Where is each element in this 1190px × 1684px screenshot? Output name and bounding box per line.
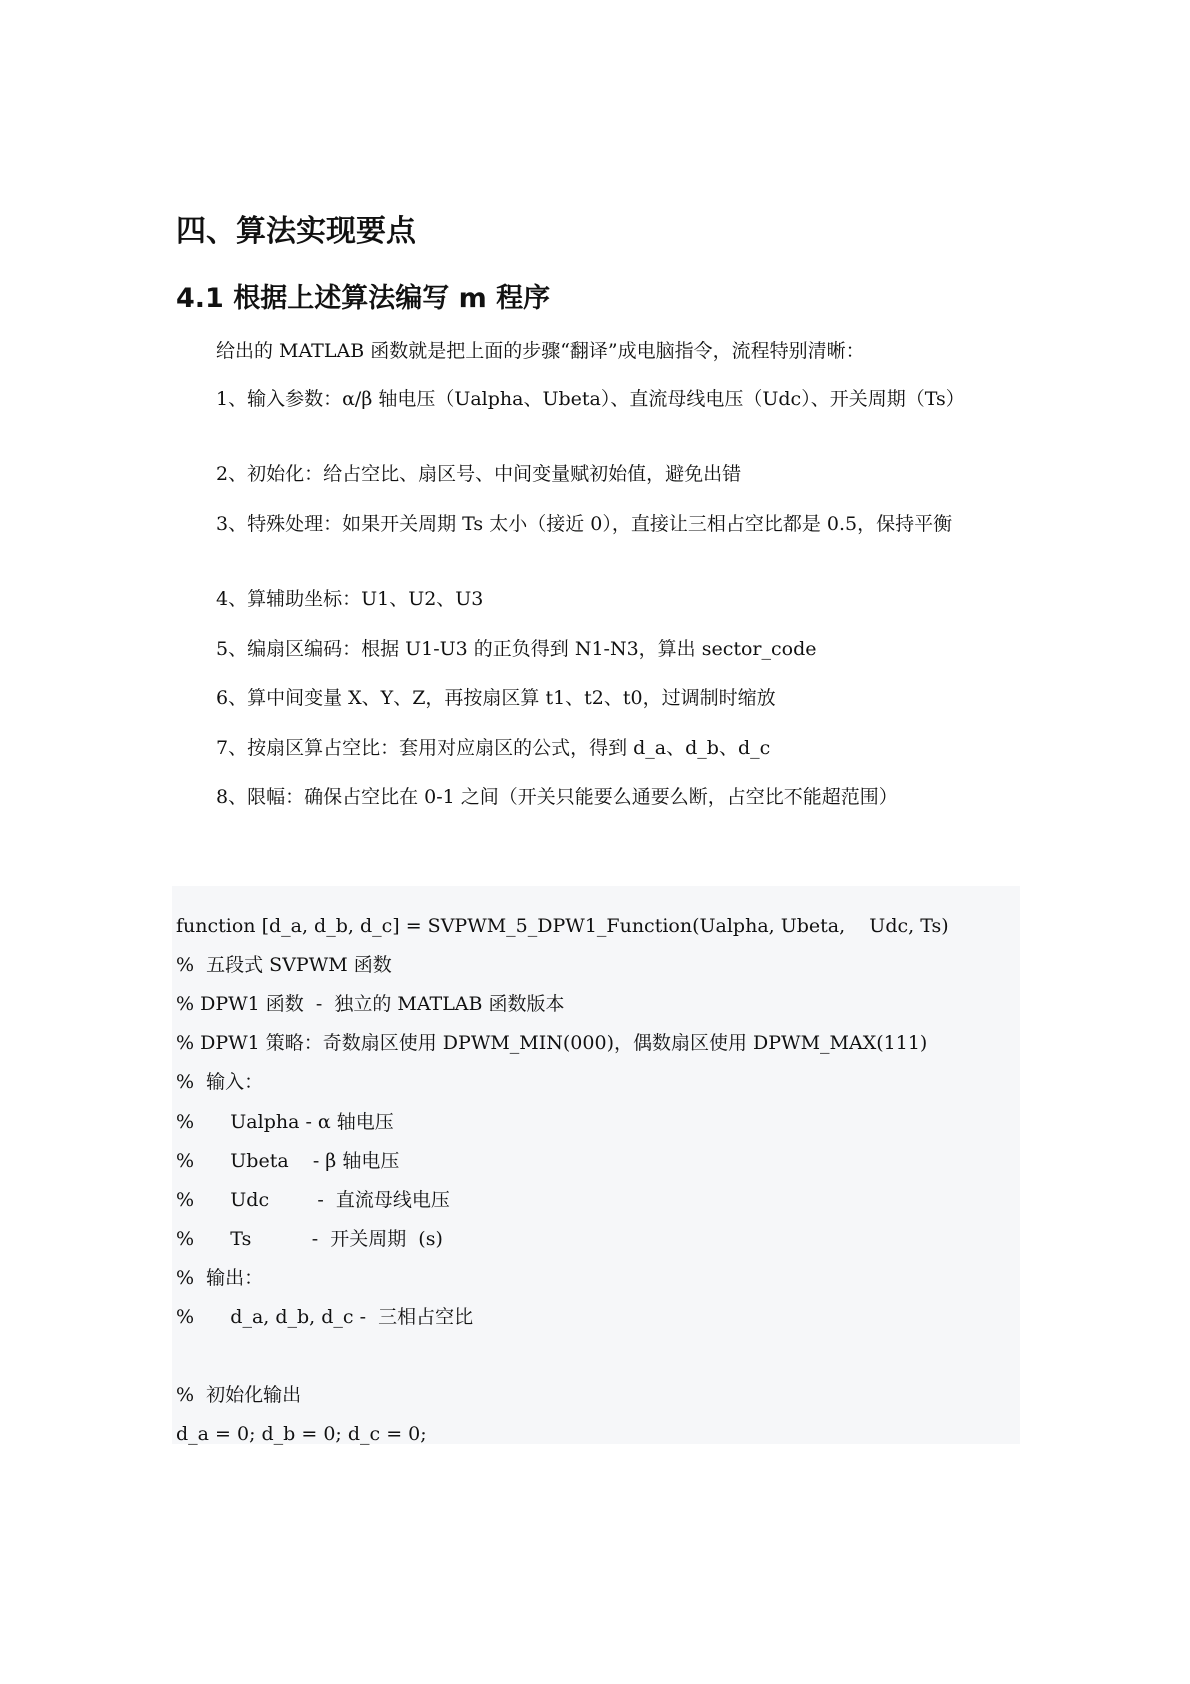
section-title: 四、算法实现要点 (176, 214, 416, 249)
code-line-7: % Ubeta - β 轴电压 (176, 1150, 400, 1172)
step-text: 8、限幅：确保占空比在 0-1 之间（开关只能要么通要么断，占空比不能超范围） (216, 786, 898, 808)
step-1 (176, 386, 1026, 413)
step-text: 1、输入参数：α/β 轴电压（Ualpha、Ubeta）、直流母线电压（Udc）、开关周期（Ts） (216, 388, 965, 410)
code-line-8: % Udc - 直流母线电压 (176, 1189, 450, 1211)
code-line-13: % 初始化输出 (176, 1384, 302, 1406)
step-6 (176, 685, 1026, 712)
step-text: 2、初始化：给占空比、扇区号、中间变量赋初始值，避免出错 (216, 463, 742, 485)
code-line-4: % DPW1 策略：奇数扇区使用 DPWM_MIN(000)，偶数扇区使用 DPWM_MAX(111) (176, 1032, 928, 1054)
code-line-3: % DPW1 函数 - 独立的 MATLAB 函数版本 (176, 993, 565, 1015)
code-line-1: function [d_a, d_b, d_c] = SVPWM_5_DPW1_Function(Ualpha, Ubeta, Udc, Ts) (176, 915, 949, 937)
step-7 (176, 735, 1026, 762)
step-8 (176, 784, 1026, 811)
code-line-11: % d_a, d_b, d_c - 三相占空比 (176, 1306, 474, 1328)
code-line-14: d_a = 0; d_b = 0; d_c = 0; (176, 1423, 427, 1445)
step-text: 4、算辅助坐标：U1、U2、U3 (216, 588, 484, 610)
intro-paragraph (176, 338, 1026, 365)
step-3 (176, 511, 1026, 538)
intro-text: 给出的 MATLAB 函数就是把上面的步骤“翻译”成电脑指令，流程特别清晰： (216, 340, 865, 362)
step-5 (176, 636, 1026, 663)
step-text: 5、编扇区编码：根据 U1-U3 的正负得到 N1-N3，算出 sector_code (216, 638, 817, 660)
step-text: 7、按扇区算占空比：套用对应扇区的公式，得到 d_a、d_b、d_c (216, 737, 771, 759)
code-line-2: % 五段式 SVPWM 函数 (176, 954, 392, 976)
code-line-10: % 输出： (176, 1267, 264, 1289)
code-line-5: % 输入： (176, 1071, 264, 1093)
step-2 (176, 461, 1026, 488)
step-text: 3、特殊处理：如果开关周期 Ts 太小（接近 0），直接让三相占空比都是 0.5，保持平衡 (216, 513, 953, 535)
subsection-title: 4.1 根据上述算法编写 m 程序 (176, 283, 551, 314)
step-4 (176, 586, 1026, 613)
step-text: 6、算中间变量 X、Y、Z，再按扇区算 t1、t2、t0，过调制时缩放 (216, 687, 776, 709)
code-line-6: % Ualpha - α 轴电压 (176, 1111, 394, 1133)
code-line-9: % Ts - 开关周期 (s) (176, 1228, 443, 1250)
